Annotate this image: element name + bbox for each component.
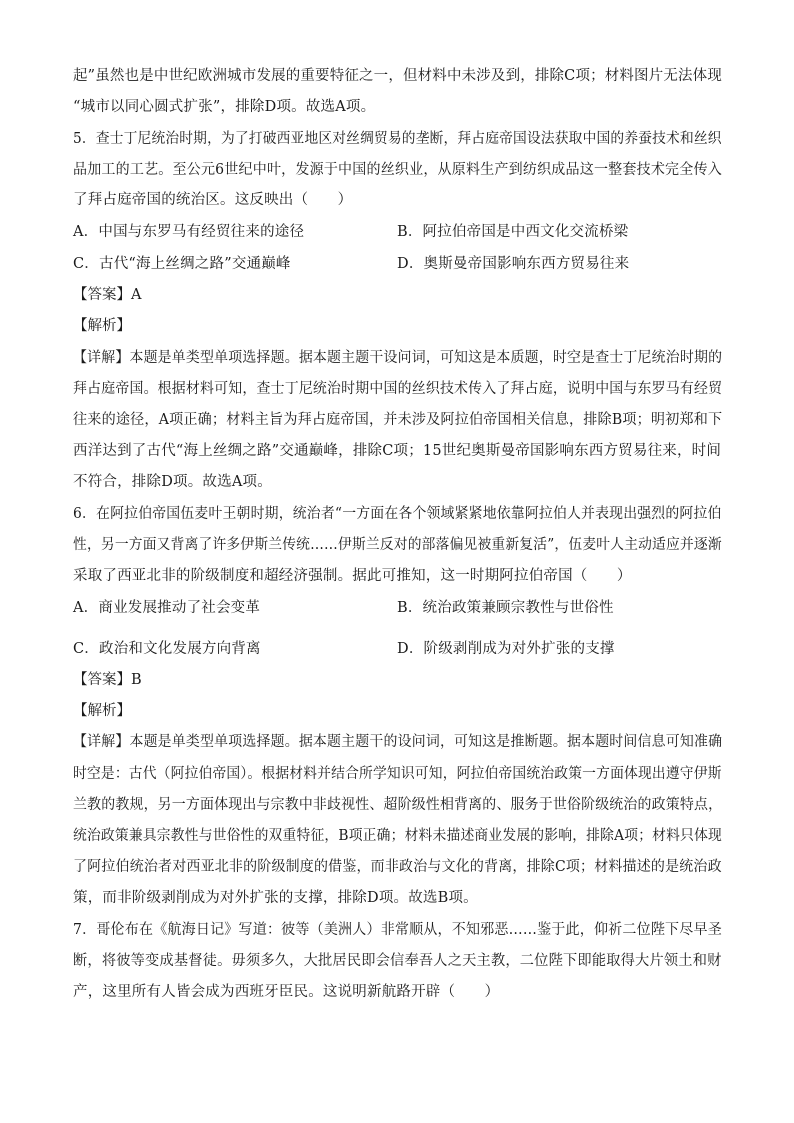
q7-stem-line-1: 7．哥伦布在《航海日记》写道：彼等（美洲人）非常顺从，不知邪恶……鉴于此，仰祈二位陛下尽早圣	[73, 922, 722, 938]
q6-detail-line-2: 时空是：古代（阿拉伯帝国）。根据材料并结合所学知识可知，阿拉伯帝国统治政策一方面体现出遵守伊斯	[73, 766, 722, 782]
continuation-line-1: 起”虽然也是中世纪欧洲城市发展的重要特征之一，但材料中未涉及到，排除C项；材料图片无法体现	[73, 68, 722, 84]
q6-option-d: D．阶级剥削成为对外扩张的支撑	[397, 641, 615, 657]
q6-analysis-label: 【解析】	[73, 703, 131, 719]
q5-stem-line-2: 品加工的工艺。至公元6世纪中叶，发源于中国的丝织业，从原料生产到纺织成品这一整套技术完全传入	[73, 162, 722, 178]
q6-stem-line-1: 6．在阿拉伯帝国伍麦叶王朝时期，统治者“一方面在各个领域紧紧地依靠阿拉伯人并表现出强烈的阿拉伯	[73, 506, 722, 522]
q5-option-a: A．中国与东罗马有经贸往来的途径	[73, 224, 305, 240]
q6-detail-line-3: 兰教的教规，另一方面体现出与宗教中非歧视性、超阶级性相背离的、服务于世俗阶级统治的政策特点，	[73, 797, 723, 813]
q5-detail-line-1: 【详解】本题是单类型单项选择题。据本题主题干设问词，可知这是本质题，时空是查士丁尼统治时期的	[73, 350, 723, 366]
q5-option-b: B．阿拉伯帝国是中西文化交流桥梁	[397, 224, 629, 240]
q5-detail-line-3: 往来的途径，A项正确；材料主旨为拜占庭帝国，并未涉及阿拉伯帝国相关信息，排除B项；明初郑和下	[73, 412, 723, 428]
q5-detail-line-5: 不符合，排除D项。故选A项。	[73, 474, 272, 490]
continuation-line-2: “城市以同心圆式扩张”，排除D项。故选A项。	[73, 99, 376, 115]
q6-detail-line-4: 统治政策兼具宗教性与世俗性的双重特征，B项正确；材料未描述商业发展的影响，排除A项；材料只体现	[73, 828, 723, 844]
q5-stem-line-1: 5．查士丁尼统治时期，为了打破西亚地区对丝绸贸易的垄断，拜占庭帝国设法获取中国的养蚕技术和丝织	[73, 131, 722, 147]
q7-stem-line-2: 断，将彼等变成基督徒。毋须多久，大批居民即会信奉吾人之天主教，二位陛下即能取得大片领土和财	[73, 953, 722, 969]
q5-detail-line-4: 西洋达到了古代“海上丝绸之路”交通巅峰，排除C项；15世纪奥斯曼帝国影响东西方贸易往来，时间	[73, 443, 722, 459]
q6-stem-line-2: 性，另一方面又背离了许多伊斯兰传统……伊斯兰反对的部落偏见被重新复活”，伍麦叶人主动适应并逐渐	[73, 537, 722, 553]
q7-stem-line-3: 产，这里所有人皆会成为西班牙臣民。这说明新航路开辟（ ）	[73, 984, 500, 1000]
q6-detail-line-5: 了阿拉伯统治者对西亚北非的阶级制度的借鉴，而非政治与文化的背离，排除C项；材料描述的是统治政	[73, 859, 722, 875]
q5-analysis-label: 【解析】	[73, 318, 131, 334]
q6-option-a: A．商业发展推动了社会变革	[73, 600, 261, 616]
q5-detail-line-2: 拜占庭帝国。根据材料可知，查士丁尼统治时期中国的丝织技术传入了拜占庭，说明中国与东罗马有经贸	[73, 381, 723, 397]
q5-option-d: D．奥斯曼帝国影响东西方贸易往来	[397, 256, 630, 272]
q6-detail-line-6: 策，而非阶级剥削成为对外扩张的支撑，排除D项。故选B项。	[73, 890, 478, 906]
q5-option-c: C．古代“海上丝绸之路”交通巅峰	[73, 256, 291, 272]
q5-answer: 【答案】A	[73, 287, 142, 303]
q6-option-c: C．政治和文化发展方向背离	[73, 641, 261, 657]
q6-stem-line-3: 采取了西亚北非的阶级制度和超经济强制。据此可推知，这一时期阿拉伯帝国（ ）	[73, 568, 632, 584]
q6-detail-line-1: 【详解】本题是单类型单项选择题。据本题主题干的设问词，可知这是推断题。据本题时间信息可知准确	[73, 734, 723, 750]
q6-option-b: B．统治政策兼顾宗教性与世俗性	[397, 600, 614, 616]
q6-answer: 【答案】B	[73, 672, 142, 688]
q5-stem-line-3: 了拜占庭帝国的统治区。这反映出（ ）	[73, 192, 353, 208]
